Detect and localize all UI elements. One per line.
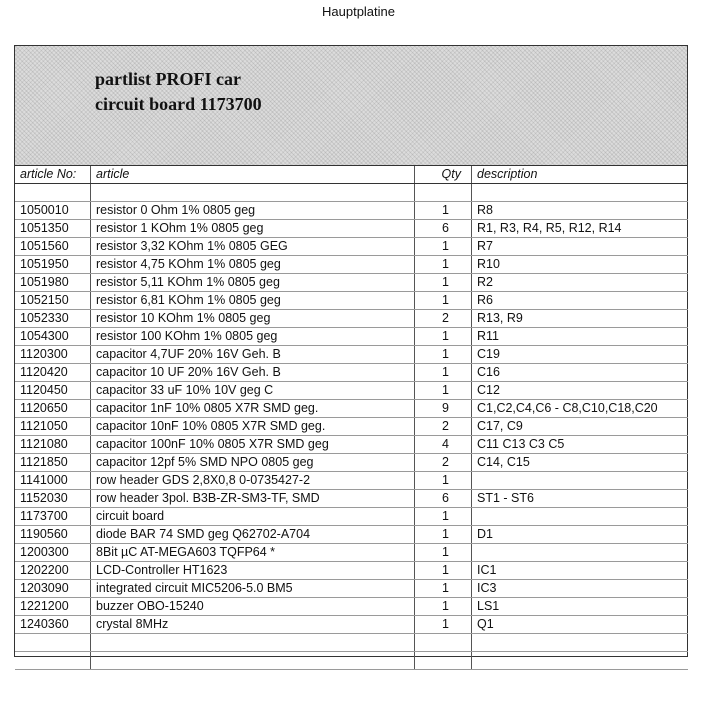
- table-row: [15, 220, 688, 238]
- cell-article-no: 1141000: [15, 472, 91, 490]
- table-row: [15, 598, 688, 616]
- table-row: [15, 328, 688, 346]
- table-row: [15, 472, 688, 490]
- cell-article: resistor 10 KOhm 1% 0805 geg: [91, 310, 415, 328]
- cell-article: resistor 0 Ohm 1% 0805 geg: [91, 202, 415, 220]
- cell-article: resistor 6,81 KOhm 1% 0805 geg: [91, 292, 415, 310]
- cell-description: R7: [472, 238, 689, 256]
- cell-article-no: 1051950: [15, 256, 91, 274]
- cell-description: R1, R3, R4, R5, R12, R14: [472, 220, 689, 238]
- cell-qty: 1: [415, 562, 472, 580]
- cell-article: buzzer OBO-15240: [91, 598, 415, 616]
- page-header: Hauptplatine: [322, 4, 395, 19]
- cell-article-no: 1203090: [15, 580, 91, 598]
- cell-article: capacitor 10nF 10% 0805 X7R SMD geg.: [91, 418, 415, 436]
- cell-article: row header 3pol. B3B-ZR-SM3-TF, SMD: [91, 490, 415, 508]
- cell-article: row header GDS 2,8X0,8 0-0735427-2: [91, 472, 415, 490]
- cell-qty: 1: [415, 328, 472, 346]
- cell-qty: 1: [415, 544, 472, 562]
- table-row: [15, 238, 688, 256]
- cell-article-no: 1202200: [15, 562, 91, 580]
- cell-article: resistor 3,32 KOhm 1% 0805 GEG: [91, 238, 415, 256]
- cell-description: R6: [472, 292, 689, 310]
- partlist-sheet: [14, 45, 688, 657]
- cell-qty: 1: [415, 580, 472, 598]
- cell-qty: 1: [415, 202, 472, 220]
- cell-description: R13, R9: [472, 310, 689, 328]
- cell-article-no: 1051350: [15, 220, 91, 238]
- table-row: [15, 364, 688, 382]
- table-row: [15, 454, 688, 472]
- cell-description: C11 C13 C3 C5: [472, 436, 689, 454]
- cell-qty: 1: [415, 256, 472, 274]
- table-row: [15, 562, 688, 580]
- table-row: [15, 256, 688, 274]
- cell-description: R10: [472, 256, 689, 274]
- cell-article: capacitor 4,7UF 20% 16V Geh. B: [91, 346, 415, 364]
- cell-qty: 1: [415, 364, 472, 382]
- cell-description: Q1: [472, 616, 689, 634]
- cell-article: resistor 100 KOhm 1% 0805 geg: [91, 328, 415, 346]
- cell-qty: 1: [415, 526, 472, 544]
- table-row: [15, 508, 688, 526]
- table-row: [15, 544, 688, 562]
- cell-qty: 1: [415, 238, 472, 256]
- gap-cell: [472, 184, 689, 202]
- cell-article-no: 1120650: [15, 400, 91, 418]
- cell-article: [91, 652, 415, 670]
- cell-description: C12: [472, 382, 689, 400]
- table-row: [15, 382, 688, 400]
- cell-qty: [415, 634, 472, 652]
- cell-article: integrated circuit MIC5206-5.0 BM5: [91, 580, 415, 598]
- col-header-qty: Qty: [415, 166, 472, 184]
- table-row: [15, 418, 688, 436]
- cell-article: crystal 8MHz: [91, 616, 415, 634]
- cell-article: resistor 5,11 KOhm 1% 0805 geg: [91, 274, 415, 292]
- parts-table: [15, 166, 688, 670]
- cell-article-no: 1120300: [15, 346, 91, 364]
- cell-description: IC1: [472, 562, 689, 580]
- cell-description: [472, 544, 689, 562]
- table-row: [15, 616, 688, 634]
- cell-article: capacitor 12pf 5% SMD NPO 0805 geg: [91, 454, 415, 472]
- cell-article-no: 1120420: [15, 364, 91, 382]
- cell-article-no: 1051560: [15, 238, 91, 256]
- title-banner: [15, 46, 687, 166]
- cell-qty: 1: [415, 292, 472, 310]
- cell-description: C1,C2,C4,C6 - C8,C10,C18,C20: [472, 400, 689, 418]
- cell-qty: 6: [415, 220, 472, 238]
- partlist-title: [95, 67, 262, 117]
- cell-description: [472, 472, 689, 490]
- cell-article-no: [15, 634, 91, 652]
- cell-description: ST1 - ST6: [472, 490, 689, 508]
- cell-description: R2: [472, 274, 689, 292]
- table-row: [15, 274, 688, 292]
- col-header-article-no: article No:: [15, 166, 91, 184]
- cell-description: [472, 652, 689, 670]
- cell-qty: 2: [415, 310, 472, 328]
- cell-article: LCD-Controller HT1623: [91, 562, 415, 580]
- cell-description: [472, 634, 689, 652]
- cell-article: capacitor 33 uF 10% 10V geg C: [91, 382, 415, 400]
- cell-article: 8Bit µC AT-MEGA603 TQFP64 *: [91, 544, 415, 562]
- cell-article-no: 1190560: [15, 526, 91, 544]
- table-row: [15, 526, 688, 544]
- table-row: [15, 634, 688, 652]
- cell-article-no: 1173700: [15, 508, 91, 526]
- cell-article-no: 1120450: [15, 382, 91, 400]
- cell-article-no: 1221200: [15, 598, 91, 616]
- cell-article: diode BAR 74 SMD geg Q62702-A704: [91, 526, 415, 544]
- gap-cell: [415, 184, 472, 202]
- cell-article-no: 1052150: [15, 292, 91, 310]
- cell-qty: 6: [415, 490, 472, 508]
- cell-description: C19: [472, 346, 689, 364]
- cell-qty: 1: [415, 598, 472, 616]
- cell-qty: 1: [415, 382, 472, 400]
- cell-description: R11: [472, 328, 689, 346]
- col-header-description: description: [472, 166, 689, 184]
- cell-qty: 1: [415, 472, 472, 490]
- cell-article-no: 1121050: [15, 418, 91, 436]
- cell-description: R8: [472, 202, 689, 220]
- table-row: [15, 436, 688, 454]
- table-row: [15, 346, 688, 364]
- cell-article-no: 1240360: [15, 616, 91, 634]
- cell-article-no: 1152030: [15, 490, 91, 508]
- cell-article: circuit board: [91, 508, 415, 526]
- cell-description: C14, C15: [472, 454, 689, 472]
- cell-qty: 1: [415, 274, 472, 292]
- table-row: [15, 310, 688, 328]
- cell-article-no: 1050010: [15, 202, 91, 220]
- cell-article-no: 1054300: [15, 328, 91, 346]
- header-gap-row: [15, 184, 688, 202]
- cell-qty: 4: [415, 436, 472, 454]
- table-row: [15, 580, 688, 598]
- cell-description: [472, 508, 689, 526]
- cell-description: IC3: [472, 580, 689, 598]
- cell-qty: 1: [415, 346, 472, 364]
- parts-table-body: [15, 184, 688, 670]
- cell-description: C16: [472, 364, 689, 382]
- cell-qty: [415, 652, 472, 670]
- cell-description: D1: [472, 526, 689, 544]
- cell-description: C17, C9: [472, 418, 689, 436]
- cell-article: capacitor 1nF 10% 0805 X7R SMD geg.: [91, 400, 415, 418]
- title-line-1: partlist PROFI car: [95, 69, 241, 89]
- table-row: [15, 490, 688, 508]
- cell-article: resistor 4,75 KOhm 1% 0805 geg: [91, 256, 415, 274]
- cell-article-no: 1121080: [15, 436, 91, 454]
- cell-article: capacitor 10 UF 20% 16V Geh. B: [91, 364, 415, 382]
- cell-article-no: 1200300: [15, 544, 91, 562]
- cell-article-no: 1121850: [15, 454, 91, 472]
- table-row: [15, 202, 688, 220]
- cell-article-no: 1052330: [15, 310, 91, 328]
- gap-cell: [91, 184, 415, 202]
- cell-article-no: [15, 652, 91, 670]
- table-header-row: [15, 166, 688, 184]
- cell-qty: 9: [415, 400, 472, 418]
- cell-qty: 1: [415, 508, 472, 526]
- cell-article-no: 1051980: [15, 274, 91, 292]
- cell-article: capacitor 100nF 10% 0805 X7R SMD geg: [91, 436, 415, 454]
- table-row: [15, 400, 688, 418]
- table-row: [15, 292, 688, 310]
- title-line-2: circuit board 1173700: [95, 94, 262, 114]
- cell-qty: 1: [415, 616, 472, 634]
- table-row: [15, 652, 688, 670]
- col-header-article: article: [91, 166, 415, 184]
- gap-cell: [15, 184, 91, 202]
- cell-article: resistor 1 KOhm 1% 0805 geg: [91, 220, 415, 238]
- cell-qty: 2: [415, 418, 472, 436]
- cell-description: LS1: [472, 598, 689, 616]
- cell-qty: 2: [415, 454, 472, 472]
- cell-article: [91, 634, 415, 652]
